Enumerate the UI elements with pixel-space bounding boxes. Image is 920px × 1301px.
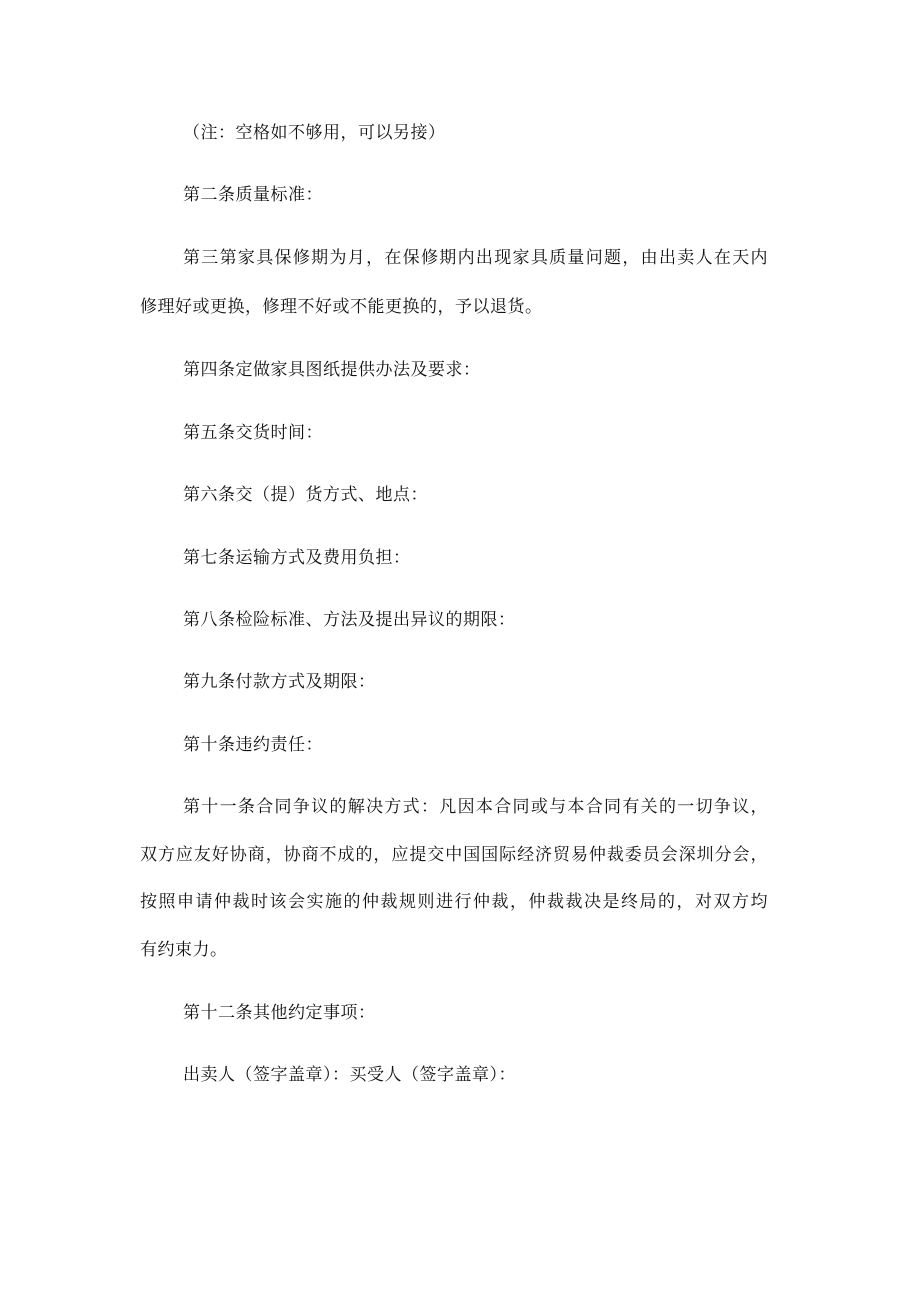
- clause-11-line-3: 按照申请仲裁时该会实施的仲裁规则进行仲裁，仲裁裁决是终局的，对双方均: [140, 892, 768, 912]
- clause-11-line-1: 第十一条合同争议的解决方式：凡因本合同或与本合同有关的一切争议，: [183, 797, 768, 817]
- clause-10: 第十条违约责任：: [183, 735, 323, 755]
- clause-11-line-2: 双方应友好协商，协商不成的，应提交中国国际经济贸易仲裁委员会深圳分会，: [140, 845, 768, 865]
- clause-3-line-2: 修理好或更换，修理不好或不能更换的，予以退货。: [140, 297, 543, 317]
- signature-line: 出卖人（签字盖章）：买受人（签字盖章）：: [183, 1065, 516, 1085]
- clause-4: 第四条定做家具图纸提供办法及要求：: [183, 360, 481, 380]
- clause-9: 第九条付款方式及期限：: [183, 672, 376, 692]
- clause-7: 第七条运输方式及费用负担：: [183, 548, 411, 568]
- clause-3-line-1: 第三第家具保修期为月，在保修期内出现家具质量问题，由出卖人在天内: [183, 248, 768, 268]
- clause-5: 第五条交货时间：: [183, 423, 323, 443]
- note-line: （注：空格如不够用，可以另接）: [183, 123, 446, 143]
- clause-2: 第二条质量标准：: [183, 185, 323, 205]
- clause-11-line-4: 有约束力。: [140, 940, 228, 960]
- clause-12: 第十二条其他约定事项：: [183, 1003, 376, 1023]
- clause-8: 第八条检险标准、方法及提出异议的期限：: [183, 610, 516, 630]
- clause-6: 第六条交（提）货方式、地点：: [183, 485, 428, 505]
